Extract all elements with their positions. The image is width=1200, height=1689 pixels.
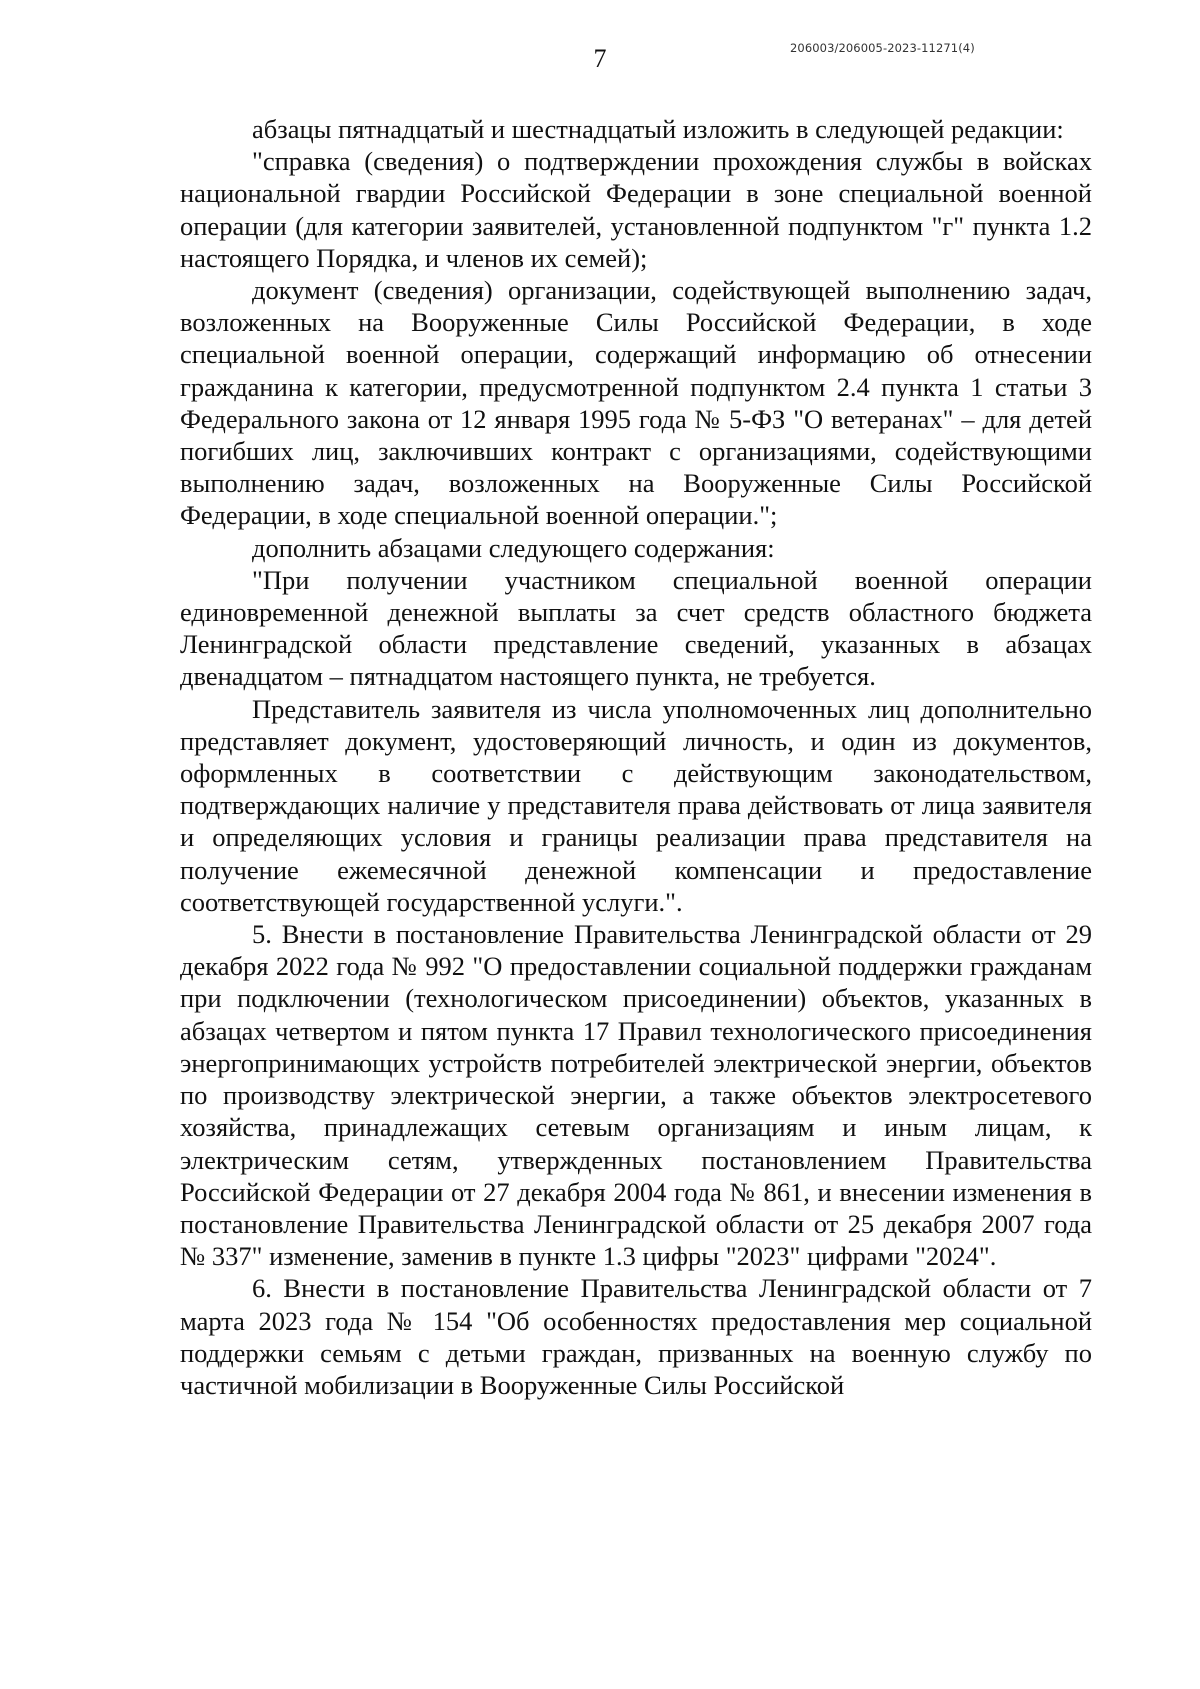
paragraph-item-6: 6. Внести в постановление Правительства Ленинградской области от 7 марта 2023 года № 154 "Об особенностях предоставления мер социальной поддержки семьям с детьми граждан, призванных на военную службу по частичной мобилизации в Вооруженные Силы Российской [180, 1273, 1092, 1400]
paragraph-amend-instruction: абзацы пятнадцатый и шестнадцатый изложить в следующей редакции: [252, 114, 1064, 144]
paragraph-quoted-payment: "При получении участником специальной военной операции единовременной денежной выплаты за счет средств областного бюджета Ленинградской области представление сведений, указанных в абзацах двенадцатом – пятнадцатом настоящего пункта, не требуется. [180, 564, 1092, 692]
paragraph-quoted-representative: Представитель заявителя из числа уполномоченных лиц дополнительно представляет документ, удостоверяющий личность, и один из документов, оформленных в соответствии с действующим законодательством, подтверждающих наличие у представителя права действовать от лица заявителя и определяющих условия и границы реализации права представителя на получение ежемесячной денежной компенсации и предоставление соответствующей государственной услуги.". [180, 693, 1092, 917]
paragraph-item-5: 5. Внести в постановление Правительства Ленинградской области от 29 декабря 2022 года № 992 "О предоставлении социальной поддержки гражданам при подключении (технологическом присоединении) объектов, указанных в абзацах четвертом и пятом пункта 17 Правил технологического присоединения энергопринимающих устройств потребителей электрической энергии, объектов по производству электрической энергии, а также объектов электросетевого хозяйства, принадлежащих сетевым организациям и иным лицам, к электрическим сетям, утвержденных постановлением Правительства Российской Федерации от 27 декабря 2004 года № 861, и внесении изменения в постановление Правительства Ленинградской области от 25 декабря 2007 года № 337" изменение, заменив в пункте 1.3 цифры "2023" цифрами "2024". [180, 919, 1092, 1272]
paragraph-quoted-document: документ (сведения) организации, содействующей выполнению задач, возложенных на Вооруженные Силы Российской Федерации, в ходе специальной военной операции, содержащий информацию об отнесении гражданина к категории, предусмотренной подпунктом 2.4 пункта 1 статьи 3 Федерального закона от 12 января 1995 года № 5-ФЗ "О ветеранах" – для детей погибших лиц, заключивших контракт с организациями, содействующими выполнению задач, возложенных на Вооруженные Силы Российской Федерации, в ходе специальной военной операции."; [180, 275, 1092, 531]
document-body [180, 113, 1092, 1401]
page-number: 7 [593, 44, 607, 73]
paragraph-quoted-certificate: "справка (сведения) о подтверждении прохождения службы в войсках национальной гвардии Российской Федерации в зоне специальной военной операции (для категории заявителей, установленной подпунктом "г" пункта 1.2 настоящего Порядка, и членов их семей); [180, 146, 1092, 273]
document-registration-number: 206003/206005-2023-11271(4) [790, 41, 975, 55]
paragraph-supplement-instruction: дополнить абзацами следующего содержания: [252, 532, 775, 563]
